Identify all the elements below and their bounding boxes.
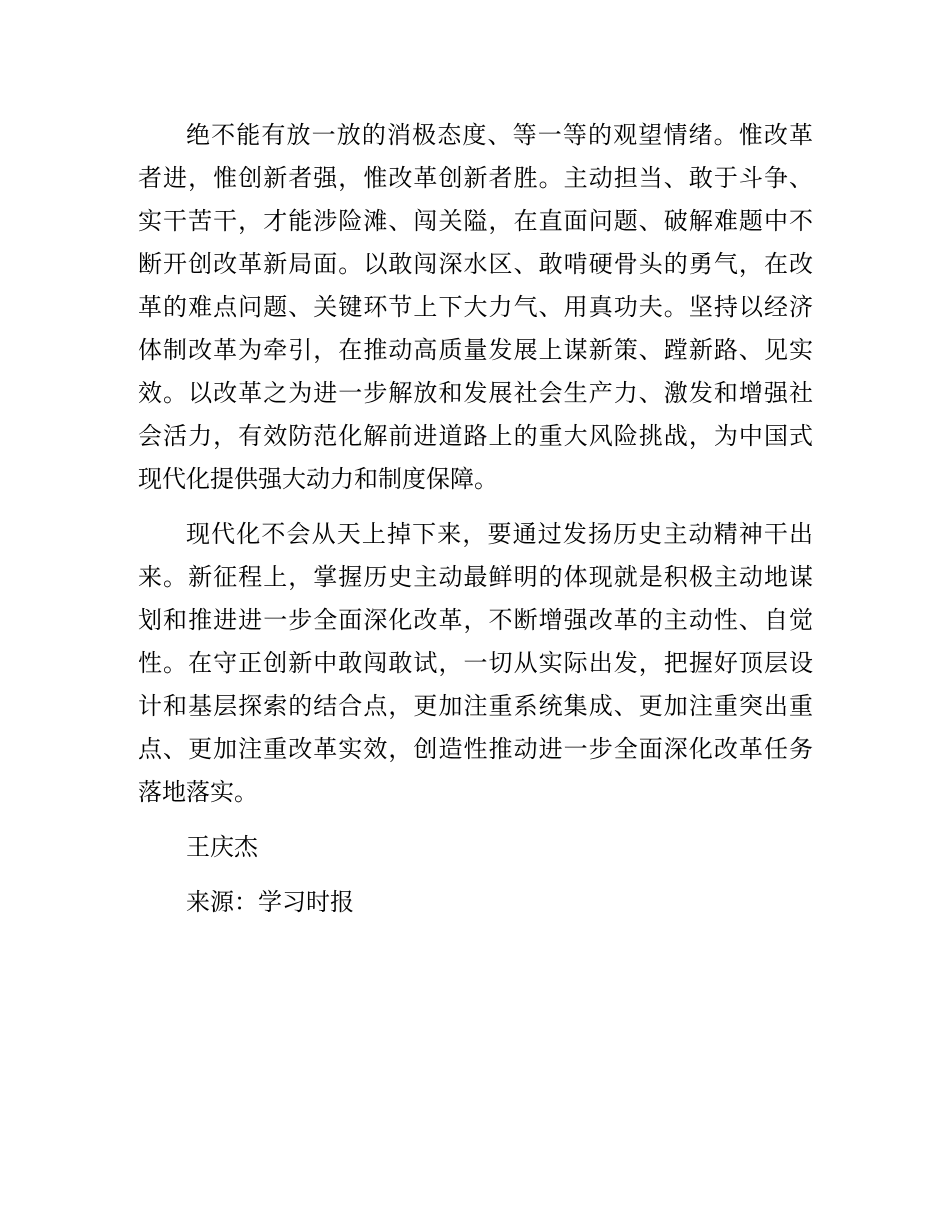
text-line: 革的难点问题、关键环节上下大力气、用真功夫。坚持以经济: [138, 294, 813, 321]
text-line: 现代化提供强大动力和制度保障。: [138, 466, 498, 493]
text-line: 断开创改革新局面。以敢闯深水区、敢啃硬骨头的勇气，在改: [138, 251, 813, 278]
document-body: [138, 114, 813, 936]
text-line: 会活力，有效防范化解前进道路上的重大风险挑战，为中国式: [138, 423, 813, 450]
text-line: 效。以改革之为进一步解放和发展社会生产力、激发和增强社: [138, 380, 813, 407]
text-line: 现代化不会从天上掉下来，要通过发扬历史主动精神干出: [186, 521, 813, 548]
text-line: 绝不能有放一放的消极态度、等一等的观望情绪。惟改革: [186, 122, 813, 149]
author-paragraph: [138, 826, 813, 869]
body-paragraph-1: [138, 114, 813, 501]
text-line: 落地落实。: [138, 779, 258, 806]
text-line: 计和基层探索的结合点，更加注重系统集成、更加注重突出重: [138, 693, 813, 720]
text-line: 者进，惟创新者强，惟改革创新者胜。主动担当、敢于斗争、: [138, 165, 813, 192]
body-paragraph-2: [138, 513, 813, 814]
text-line: 来源：学习时报: [186, 889, 354, 916]
text-line: 点、更加注重改革实效，创造性推动进一步全面深化改革任务: [138, 736, 813, 763]
text-line: 来。新征程上，掌握历史主动最鲜明的体现就是积极主动地谋: [138, 564, 813, 591]
text-line: 性。在守正创新中敢闯敢试，一切从实际出发，把握好顶层设: [138, 650, 813, 677]
text-line: 划和推进进一步全面深化改革，不断增强改革的主动性、自觉: [138, 607, 813, 634]
source-paragraph: [138, 881, 813, 924]
text-line: 王庆杰: [186, 834, 258, 861]
text-line: 体制改革为牵引，在推动高质量发展上谋新策、蹚新路、见实: [138, 337, 813, 364]
text-line: 实干苦干，才能涉险滩、闯关隘，在直面问题、破解难题中不: [138, 208, 813, 235]
